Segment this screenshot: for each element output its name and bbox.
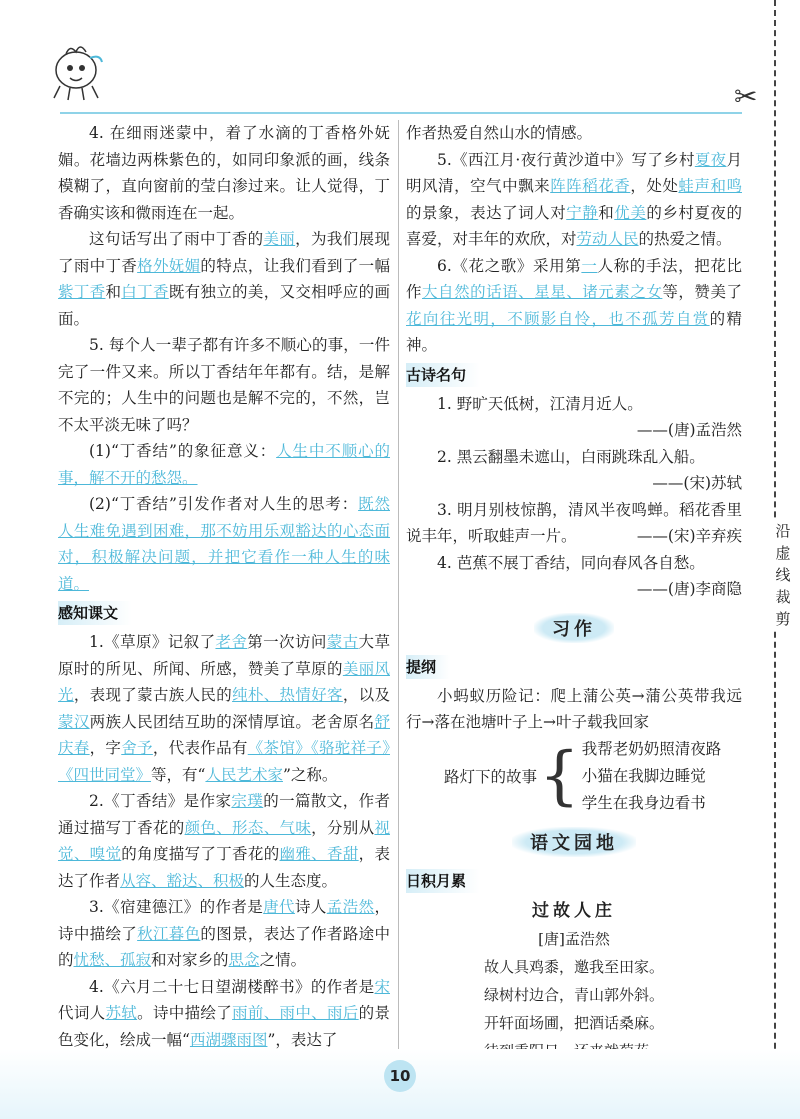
answer-blank: 白丁香 bbox=[121, 283, 169, 301]
q5-1: (1)“丁香结”的象征意义：人生中不顺心的事，解不开的愁怨。 bbox=[58, 442, 390, 487]
perceive-item-6: 6.《花之歌》采用第一人称的手法，把花比作大自然的话语、星星、诸元素之女等，赞美了花向往光明，不顾影自怜，也不孤芳自赏的精神。 bbox=[406, 256, 742, 354]
poem-author: ——(唐)孟浩然 bbox=[636, 421, 742, 439]
brace-icon: { bbox=[539, 739, 580, 813]
perceive-item-4-continued: 作者热爱自然山水的情感。 bbox=[406, 124, 593, 142]
left-column bbox=[58, 120, 390, 1053]
poem-author: ——(宋)辛弃疾 bbox=[636, 527, 742, 545]
poem-list bbox=[406, 391, 742, 603]
mascot-illustration bbox=[48, 40, 106, 102]
poem-author: ——(唐)李商隐 bbox=[636, 580, 742, 598]
item5-question: 5. 每个人一辈子都有许多不顺心的事，一件完了一件又来。所以丁香结年年都有。结，是解不完的；人生中的问题也是解不完的，不然，岂不太平淡无味了吗？ bbox=[58, 336, 390, 434]
poem-line: 故人具鸡黍，邀我至田家。 bbox=[483, 957, 664, 976]
section-heading-perceive: 感知课文 bbox=[58, 601, 132, 625]
story-items bbox=[582, 736, 722, 817]
answer-blank: 美丽 bbox=[263, 230, 296, 248]
poem-line: 4. 芭蕉不展丁香结，同向春风各自愁。 bbox=[437, 553, 705, 572]
perceive-item-5: 5.《西江月·夜行黄沙道中》写了乡村夏夜月明风清，空气中飘来阵阵稻花香，处处蛙声和鸣的景象，表达了词人对宁静和优美的乡村夏夜的喜爱，对丰年的欢欣，对劳动人民的热爱之情。 bbox=[406, 150, 742, 248]
poem-line: 绿树村边合，青山郭外斜。 bbox=[483, 985, 664, 1004]
story-title: 路灯下的故事 bbox=[444, 768, 538, 786]
poem-author: ——(宋)苏轼 bbox=[652, 474, 742, 492]
poem-title: 过故人庄 bbox=[532, 900, 616, 921]
poem-author: [唐]孟浩然 bbox=[538, 929, 610, 948]
answer-blank: 紫丁香 bbox=[58, 283, 106, 301]
perceive-item-2: 2.《丁香结》是作家宗璞的一篇散文，作者通过描写丁香花的颜色、形态、气味，分别从视觉、嗅觉的角度描写了丁香花的幽雅、香甜，表达了作者从容、豁达、积极的人生态度。 bbox=[58, 792, 390, 890]
poem-line: 1. 野旷天低树，江清月近人。 bbox=[437, 394, 643, 413]
item4-answer: 这句话写出了雨中丁香的美丽，为我们展现了雨中丁香格外妩媚的特点，让我们看到了一幅紫丁香和白丁香既有独立的美，又交相呼应的画面。 bbox=[58, 230, 390, 328]
perceive-item-4: 4.《六月二十七日望湖楼醉书》的作者是宋代词人苏轼。诗中描绘了雨前、雨中、雨后的景色变化，绘成一幅“西湖骤雨图”，表达了 bbox=[58, 977, 390, 1049]
answer-blank: 人生中不顺心的事，解不开的愁怨。 bbox=[58, 442, 390, 487]
scissors-icon: ✂ bbox=[734, 80, 758, 113]
perceive-item-3: 3.《宿建德江》的作者是唐代诗人孟浩然，诗中描绘了秋江暮色的图景，表达了作者路途中的忧愁、孤寂和对家乡的思念之情。 bbox=[58, 898, 390, 969]
story-item: 小猫在我脚边睡觉 bbox=[581, 766, 706, 785]
poem-line: 3. 明月别枝惊鹊，清风半夜鸣蝉。稻花香里说丰年，听取蛙声一片。 ——(宋)辛弃疾 bbox=[406, 497, 742, 550]
perceive-item-1: 1.《草原》记叙了老舍第一次访问蒙古大草原时的所见、所闻、所感，赞美了草原的美丽风光，表现了蒙古族人民的纯朴、热情好客，以及蒙汉两族人民团结互助的深情厚谊。老舍原名舒庆春，字舍予，代表作品有《茶馆》《骆驼祥子》《四世同堂》等，有“人民艺术家”之称。 bbox=[58, 633, 390, 784]
answer-blank: 格外妩媚 bbox=[137, 256, 201, 275]
item4-question: 4. 在细雨迷蒙中，着了水滴的丁香格外妩媚。花墙边两株紫色的，如同印象派的画，线条模糊了，直向窗前的莹白渗过来。让人觉得，丁香确实该和微雨连在一起。 bbox=[58, 124, 390, 222]
ancient-poem bbox=[406, 897, 742, 1065]
writing-title: 习作 bbox=[406, 613, 742, 643]
right-column bbox=[406, 120, 742, 1065]
story-outline bbox=[444, 736, 742, 817]
poem-line: 开轩面场圃，把酒话桑麻。 bbox=[483, 1013, 664, 1032]
header-rule bbox=[60, 112, 742, 114]
poem-line: 2. 黑云翻墨未遮山，白雨跳珠乱入船。 bbox=[437, 447, 705, 466]
section-heading-daily: 日积月累 bbox=[406, 869, 480, 893]
cut-instruction: 沿虚线裁剪 bbox=[772, 520, 794, 630]
section-heading-poems: 古诗名句 bbox=[406, 363, 480, 387]
column-divider bbox=[398, 120, 399, 1080]
garden-title: 语文园地 bbox=[406, 827, 742, 857]
story-item: 我帮老奶奶照清夜路 bbox=[581, 739, 722, 758]
answer-blank: 既然人生难免遇到困难，那不妨用乐观豁达的心态面对，积极解决问题，并把它看作一种人生的味道。 bbox=[58, 495, 390, 593]
outline-text: 小蚂蚁历险记：爬上蒲公英→蒲公英带我远行→落在池塘叶子上→叶子载我回家 bbox=[406, 686, 742, 731]
q5-2: (2)“丁香结”引发作者对人生的思考：既然人生难免遇到困难，那不妨用乐观豁达的心态面对，积极解决问题，并把它看作一种人生的味道。 bbox=[58, 495, 390, 593]
story-item: 学生在我身边看书 bbox=[581, 793, 706, 812]
page-number: 10 bbox=[384, 1060, 416, 1092]
section-heading-outline: 提纲 bbox=[406, 655, 450, 679]
